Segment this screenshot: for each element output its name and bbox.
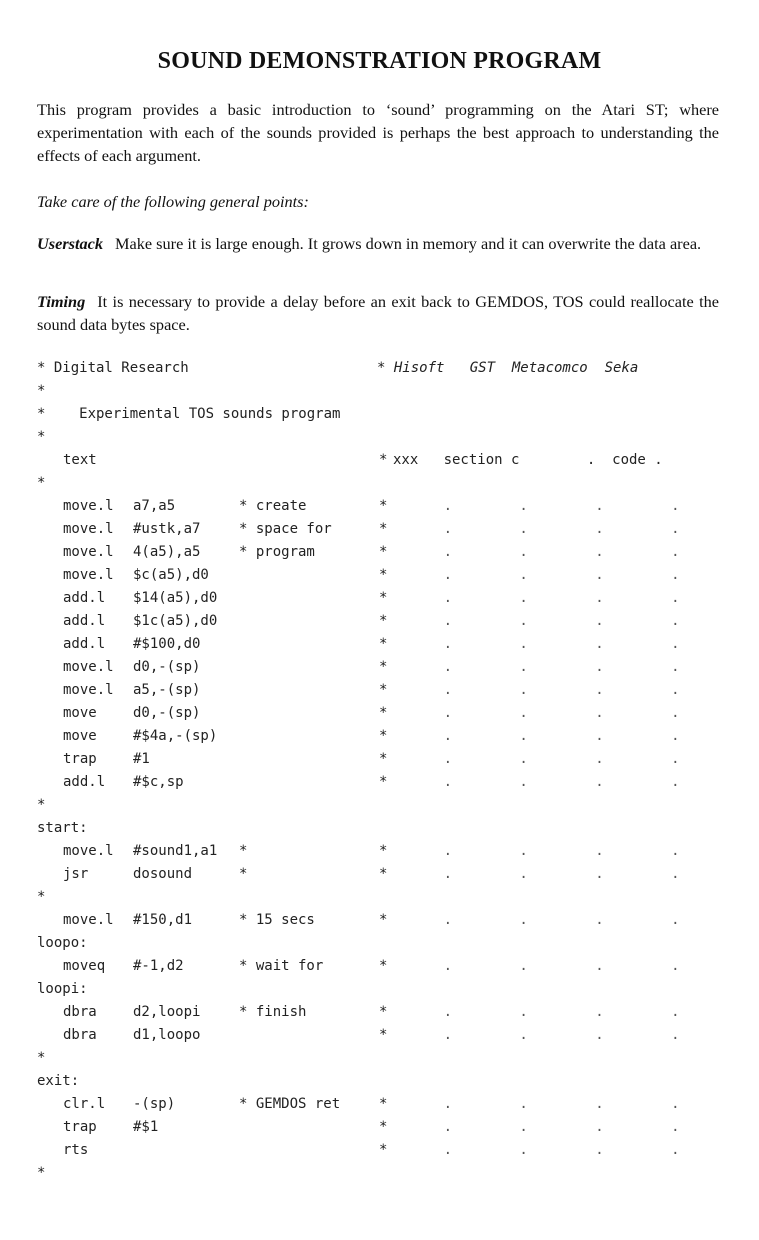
code-line: add.l #$100,d0 * . . . . xyxy=(63,636,680,652)
code-line: add.l #$c,sp * . . . . xyxy=(63,774,680,790)
point-timing xyxy=(37,290,719,336)
point-term: Userstack xyxy=(37,234,104,253)
code-line: move.l a7,a5 * create * . . . . xyxy=(63,498,680,514)
code-line: move.l a5,-(sp) * . . . . xyxy=(63,682,680,698)
code-line: loopi: xyxy=(37,981,88,997)
code-line: trap #$1 * . . . . xyxy=(63,1119,680,1135)
code-line: * Digital Research * Hisoft GST Metacomco Seka xyxy=(37,360,639,376)
code-line: exit: xyxy=(37,1073,80,1089)
code-line: moveq #-1,d2 * wait for * . . . . xyxy=(63,958,680,974)
code-line: move.l #150,d1 * 15 secs * . . . . xyxy=(63,912,680,928)
point-text: It is necessary to provide a delay before an exit back to GEMDOS, TOS could reallocate the sound data bytes space. xyxy=(37,292,719,334)
code-line: move d0,-(sp) * . . . . xyxy=(63,705,680,721)
point-text: Make sure it is large enough. It grows down in memory and it can overwrite the data area. xyxy=(115,234,702,253)
code-line: loopo: xyxy=(37,935,88,951)
assembler-columns-header: * Hisoft GST Metacomco Seka xyxy=(377,360,639,376)
code-line: * xyxy=(37,1165,46,1181)
code-line: text * xxx section c . code . xyxy=(63,452,663,468)
code-line: move.l 4(a5),a5 * program * . . . . xyxy=(63,544,680,560)
code-line: clr.l -(sp) * GEMDOS ret * . . . . xyxy=(63,1096,680,1112)
general-points-note: Take care of the following general points: xyxy=(37,192,309,211)
intro-paragraph: This program provides a basic introduction to ‘sound’ programming on the Atari ST; where experimentation with each of the sounds provided is perhaps the best approach to understanding the effects of each argument. xyxy=(37,100,719,165)
code-line: trap #1 * . . . . xyxy=(63,751,680,767)
code-line: add.l $14(a5),d0 * . . . . xyxy=(63,590,680,606)
code-line: move.l #sound1,a1 * * . . . . xyxy=(63,843,680,859)
code-line: move.l d0,-(sp) * . . . . xyxy=(63,659,680,675)
code-line: move.l #ustk,a7 * space for * . . . . xyxy=(63,521,680,537)
code-line: jsr dosound * * . . . . xyxy=(63,866,680,882)
code-line: move #$4a,-(sp) * . . . . xyxy=(63,728,680,744)
code-line: * xyxy=(37,797,46,813)
page-title: SOUND DEMONSTRATION PROGRAM xyxy=(157,48,602,74)
code-line: dbra d1,loopo * . . . . xyxy=(63,1027,680,1043)
code-line: * xyxy=(37,383,46,399)
code-line: * xyxy=(37,889,46,905)
code-line: start: xyxy=(37,820,88,836)
code-line: move.l $c(a5),d0 * . . . . xyxy=(63,567,680,583)
code-line: add.l $1c(a5),d0 * . . . . xyxy=(63,613,680,629)
code-line: rts * . . . . xyxy=(63,1142,680,1158)
point-term: Timing xyxy=(37,292,86,311)
code-line: * Experimental TOS sounds program xyxy=(37,406,341,422)
code-line: * xyxy=(37,475,46,491)
code-line: * xyxy=(37,1050,46,1066)
point-userstack xyxy=(37,232,719,255)
code-line: * xyxy=(37,429,46,445)
code-line: dbra d2,loopi * finish * . . . . xyxy=(63,1004,680,1020)
code-listing xyxy=(37,360,737,1188)
